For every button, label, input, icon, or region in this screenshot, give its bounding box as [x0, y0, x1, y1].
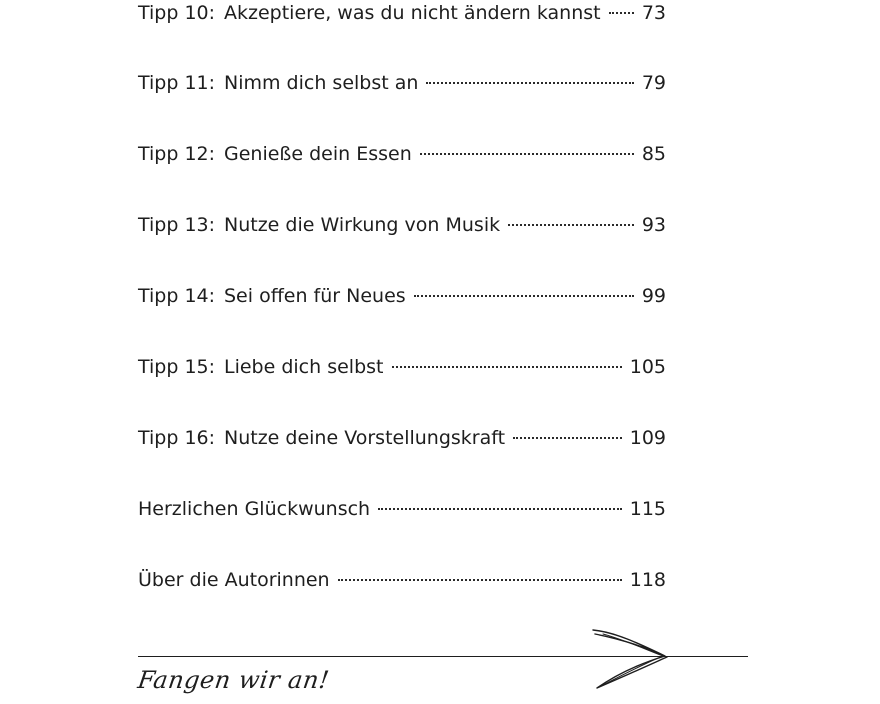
toc-entry-prefix: Tipp 13:: [138, 214, 216, 236]
hand-drawn-arrow-icon: [585, 622, 695, 700]
toc-entry-tipp-15[interactable]: [138, 352, 666, 382]
toc-entry-herzlichen-glueckwunsch[interactable]: [138, 494, 666, 524]
toc-entry-page: 73: [641, 2, 666, 24]
toc-entry-prefix: Tipp 12:: [138, 143, 216, 165]
toc-entry-ueber-die-autorinnen[interactable]: [138, 565, 666, 595]
dotted-leader: [392, 366, 622, 368]
toc-entry-title: Herzlichen Glückwunsch: [138, 498, 371, 520]
toc-entry-prefix: Tipp 16:: [138, 427, 216, 449]
toc-entry-title: Über die Autorinnen: [138, 569, 330, 591]
toc-entry-title: Liebe dich selbst: [224, 356, 384, 378]
toc-entry-title: Genieße dein Essen: [224, 143, 412, 165]
toc-entry-prefix: Tipp 11:: [138, 72, 216, 94]
toc-entry-page: 109: [629, 427, 666, 449]
handwritten-motto: Fangen wir an!: [136, 666, 332, 694]
toc-entry-title: Nutze deine Vorstellungskraft: [224, 427, 506, 449]
toc-entry-tipp-16[interactable]: [138, 423, 666, 453]
toc-entry-tipp-11[interactable]: [138, 68, 666, 98]
toc-entry-tipp-13[interactable]: [138, 210, 666, 240]
dotted-leader: [338, 579, 622, 581]
toc-entry-title: Nutze die Wirkung von Musik: [224, 214, 501, 236]
dotted-leader: [513, 437, 622, 439]
toc-entry-page: 105: [629, 356, 666, 378]
toc-entry-tipp-12[interactable]: [138, 139, 666, 169]
toc-entry-title: Sei offen für Neues: [224, 285, 406, 307]
toc-entry-page: 115: [629, 498, 666, 520]
dotted-leader: [378, 508, 622, 510]
toc-entry-page: 85: [641, 143, 666, 165]
dotted-leader: [508, 224, 634, 226]
toc-entry-prefix: Tipp 14:: [138, 285, 216, 307]
toc-entry-tipp-14[interactable]: [138, 281, 666, 311]
toc-entry-title: Nimm dich selbst an: [224, 72, 419, 94]
dotted-leader: [420, 153, 634, 155]
toc-entry-page: 93: [641, 214, 666, 236]
dotted-leader: [609, 12, 634, 14]
toc-entry-page: 79: [641, 72, 666, 94]
toc-entry-prefix: Tipp 15:: [138, 356, 216, 378]
dotted-leader: [426, 82, 633, 84]
toc-entry-page: 118: [629, 569, 666, 591]
toc-entry-prefix: Tipp 10:: [138, 2, 216, 24]
toc-entry-title: Akzeptiere, was du nicht ändern kannst: [224, 2, 601, 24]
toc-entry-page: 99: [641, 285, 666, 307]
dotted-leader: [414, 295, 634, 297]
toc-entry-tipp-10[interactable]: [138, 0, 666, 28]
